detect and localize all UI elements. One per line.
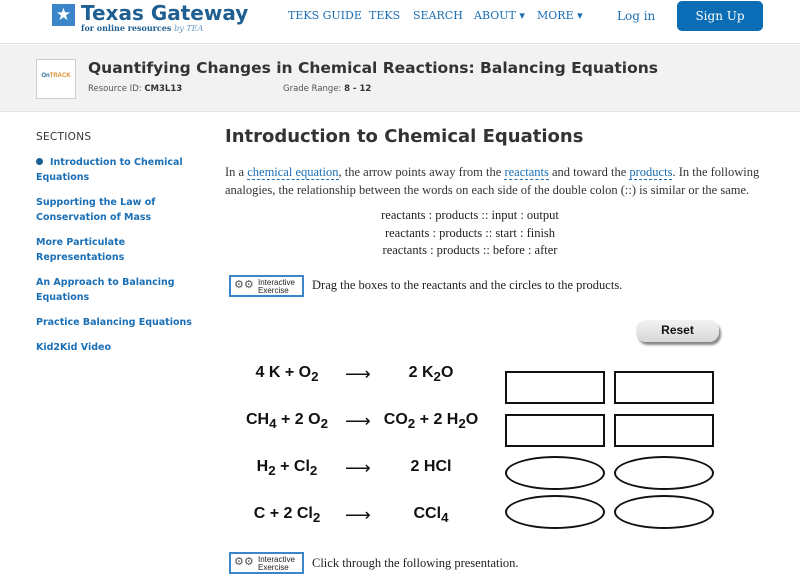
presentation-instruction: Click through the following presentation. <box>312 556 519 570</box>
products-equation-3: 2 HCl <box>410 458 452 475</box>
draggable-circle[interactable] <box>614 456 714 490</box>
sidebar-item-kid2kid[interactable]: Kid2Kid Video <box>36 342 111 353</box>
section-title: Introduction to Chemical Equations <box>225 126 584 147</box>
intro-paragraph: In a chemical equation, the arrow points away from the reactants and toward the products. In the following analogies, the relationship between the words on each side of the double colon (::) is similar or the same. <box>225 165 760 197</box>
interactive-exercise-badge: ⚙⚙ Interactive Exercise <box>229 552 304 574</box>
sidebar-item-introduction[interactable]: Introduction to Chemical Equations <box>36 157 183 183</box>
analogy: reactants : products :: before : after <box>382 243 558 257</box>
products-equation-2: $CO_2 + 2$ $H_2O$ <box>383 411 479 432</box>
sidebar-item-practice[interactable]: Practice Balancing Equations <box>36 317 192 328</box>
exercise-instruction: Drag the boxes to the reactants and the circles to the products. <box>312 278 623 292</box>
draggable-box[interactable] <box>505 371 605 404</box>
sign-up-button[interactable]: Sign Up <box>677 1 763 31</box>
gears-icon: ⚙⚙ <box>234 556 254 568</box>
current-dot-icon <box>36 158 43 165</box>
resource-title: Quantifying Changes in Chemical Reactions: Balancing Equations <box>88 59 658 77</box>
draggable-box[interactable] <box>614 371 714 404</box>
draggable-box[interactable] <box>505 414 605 447</box>
sidebar-item-conservation[interactable]: Supporting the Law of Conservation of Mass <box>36 197 156 223</box>
site-header <box>0 0 800 44</box>
reactants-equation-2: $CH_4 + 2$ $O_2$ <box>246 411 328 432</box>
resource-banner <box>0 45 800 112</box>
nav-more[interactable]: MORE ▾ <box>537 9 583 22</box>
reactants-equation-3: $H_2 + Cl_2$ <box>256 458 318 479</box>
analogy: reactants : products :: input : output <box>381 208 559 222</box>
chemical-equation-link[interactable]: chemical equation <box>247 165 339 179</box>
nav-teks[interactable]: TEKS <box>369 9 401 22</box>
products-equation-1: 2 $K_2O$ <box>408 364 454 385</box>
reset-button[interactable]: Reset <box>636 320 719 342</box>
logo-subtitle: for online resources by TEA <box>81 23 204 33</box>
draggable-circle[interactable] <box>614 495 714 529</box>
sidebar-item-balancing-approach[interactable]: An Approach to Balancing Equations <box>36 277 175 303</box>
resource-id: Resource ID: CM3L13 <box>88 84 183 94</box>
arrow-icon: ⟶ <box>345 458 371 478</box>
login-link[interactable]: Log in <box>617 9 656 23</box>
products-link[interactable]: products <box>629 165 673 179</box>
grade-range: Grade Range: 8 - 12 <box>283 84 372 94</box>
reactants-equation-1: 4 $K + O_2$ <box>255 364 319 385</box>
sections-heading: SECTIONS <box>36 131 92 143</box>
arrow-icon: ⟶ <box>345 411 371 431</box>
logo-title[interactable]: Texas Gateway <box>81 1 249 25</box>
draggable-circle[interactable] <box>505 456 605 490</box>
sidebar-item-particulate[interactable]: More Particulate Representations <box>36 237 126 263</box>
arrow-icon: ⟶ <box>345 364 371 384</box>
nav-about[interactable]: ABOUT ▾ <box>474 9 525 22</box>
analogy: reactants : products :: start : finish <box>384 226 556 240</box>
reactants-equation-4: C + 2 $Cl_2$ <box>253 505 321 526</box>
gears-icon: ⚙⚙ <box>234 279 254 291</box>
draggable-box[interactable] <box>614 414 714 447</box>
ontrack-logo: OnTRACK <box>36 59 76 99</box>
arrow-icon: ⟶ <box>345 505 371 525</box>
nav-search[interactable]: SEARCH <box>413 9 463 22</box>
draggable-circle[interactable] <box>505 495 605 529</box>
star-logo-icon[interactable]: ★ <box>52 4 75 26</box>
interactive-exercise-badge: ⚙⚙ Interactive Exercise <box>229 275 304 297</box>
reactants-link[interactable]: reactants <box>504 165 549 179</box>
products-equation-4: CCl$_4$ <box>413 505 449 526</box>
nav-teks-guide[interactable]: TEKS GUIDE <box>288 9 362 22</box>
